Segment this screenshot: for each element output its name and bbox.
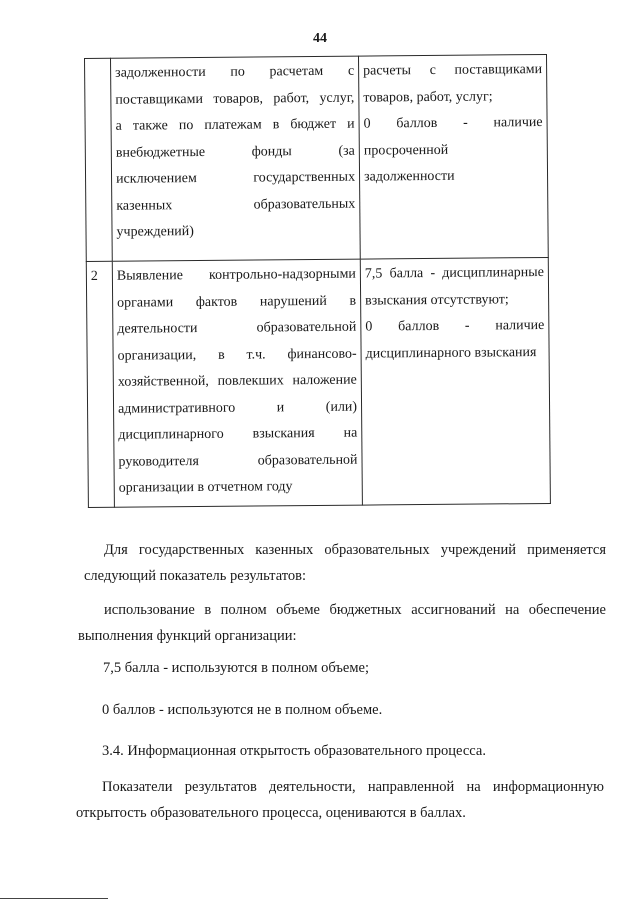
paragraph-openness (76, 774, 604, 826)
paragraph-line: открытость образовательного процесса, оцениваются в баллах. (76, 805, 466, 821)
score-line: 0 баллов - наличие (365, 317, 545, 335)
score-full-use: 7,5 балла - используются в полном объеме; (103, 660, 369, 676)
criterion-line: поставщиками товаров, работ, услуг, (115, 90, 355, 108)
paragraph-indicator (78, 597, 606, 649)
page-number: 44 (313, 31, 327, 46)
score-line: взыскания отсутствуют; (365, 291, 509, 309)
criteria-table (84, 54, 551, 508)
criterion-line: а также по платежам в бюджет и (115, 116, 355, 134)
score-line: товаров, работ, услуг; (363, 88, 493, 106)
footnote-separator (0, 898, 108, 899)
section-heading: 3.4. Информационная открытость образовательного процесса. (102, 743, 486, 759)
criterion-cell (112, 259, 362, 507)
criterion-line: административного и (или) (117, 399, 358, 417)
score-line: 7,5 балла - дисциплинарные (364, 264, 544, 282)
criterion-line: хозяйственной, повлекших наложение (117, 372, 357, 390)
score-line: 0 баллов - наличие (363, 115, 543, 132)
score-line: задолженности (363, 168, 455, 185)
criterion-line: руководителя образовательной (118, 452, 358, 470)
criterion-line: деятельности образовательной (117, 319, 357, 337)
score-line: дисциплинарного взыскания (365, 344, 537, 362)
row-number-cell (85, 58, 113, 261)
paragraph-line: Показатели результатов деятельности, направленной на информационную (102, 779, 604, 795)
criterion-line: Выявление контрольно-надзорными (116, 266, 356, 284)
score-partial-use: 0 баллов - используются не в полном объеме. (102, 702, 383, 718)
criterion-line: учреждений) (116, 224, 194, 240)
table-row (85, 54, 549, 261)
paragraph-line: выполнения функций организации: (78, 628, 297, 644)
criterion-line: задолженности по расчетам с (115, 63, 355, 81)
criterion-line: дисциплинарного взыскания на (118, 425, 358, 443)
score-cell (360, 257, 550, 504)
paragraph-line: использование в полном объеме бюджетных ассигнований на обеспечение (104, 602, 606, 618)
score-cell (358, 54, 548, 259)
criterion-line: внебюджетные фонды (за (115, 143, 355, 161)
paragraph-line: Для государственных казенных образовательных учреждений применяется (104, 542, 606, 558)
criterion-line: организации в отчетном году (118, 479, 293, 496)
criterion-cell (111, 56, 361, 261)
paragraph-kazennye (84, 537, 606, 589)
score-line: расчеты с поставщиками (363, 62, 543, 79)
table-row (86, 257, 550, 507)
criterion-line: организации, в т.ч. финансово- (117, 346, 357, 364)
criterion-line: органами фактов нарушений в (117, 293, 357, 311)
row-number-cell: 2 (86, 261, 114, 507)
score-line: просроченной (363, 142, 449, 159)
criterion-line: казенных образовательных (116, 196, 356, 214)
criterion-line: исключением государственных (115, 169, 356, 187)
paragraph-line: следующий показатель результатов: (84, 568, 307, 584)
